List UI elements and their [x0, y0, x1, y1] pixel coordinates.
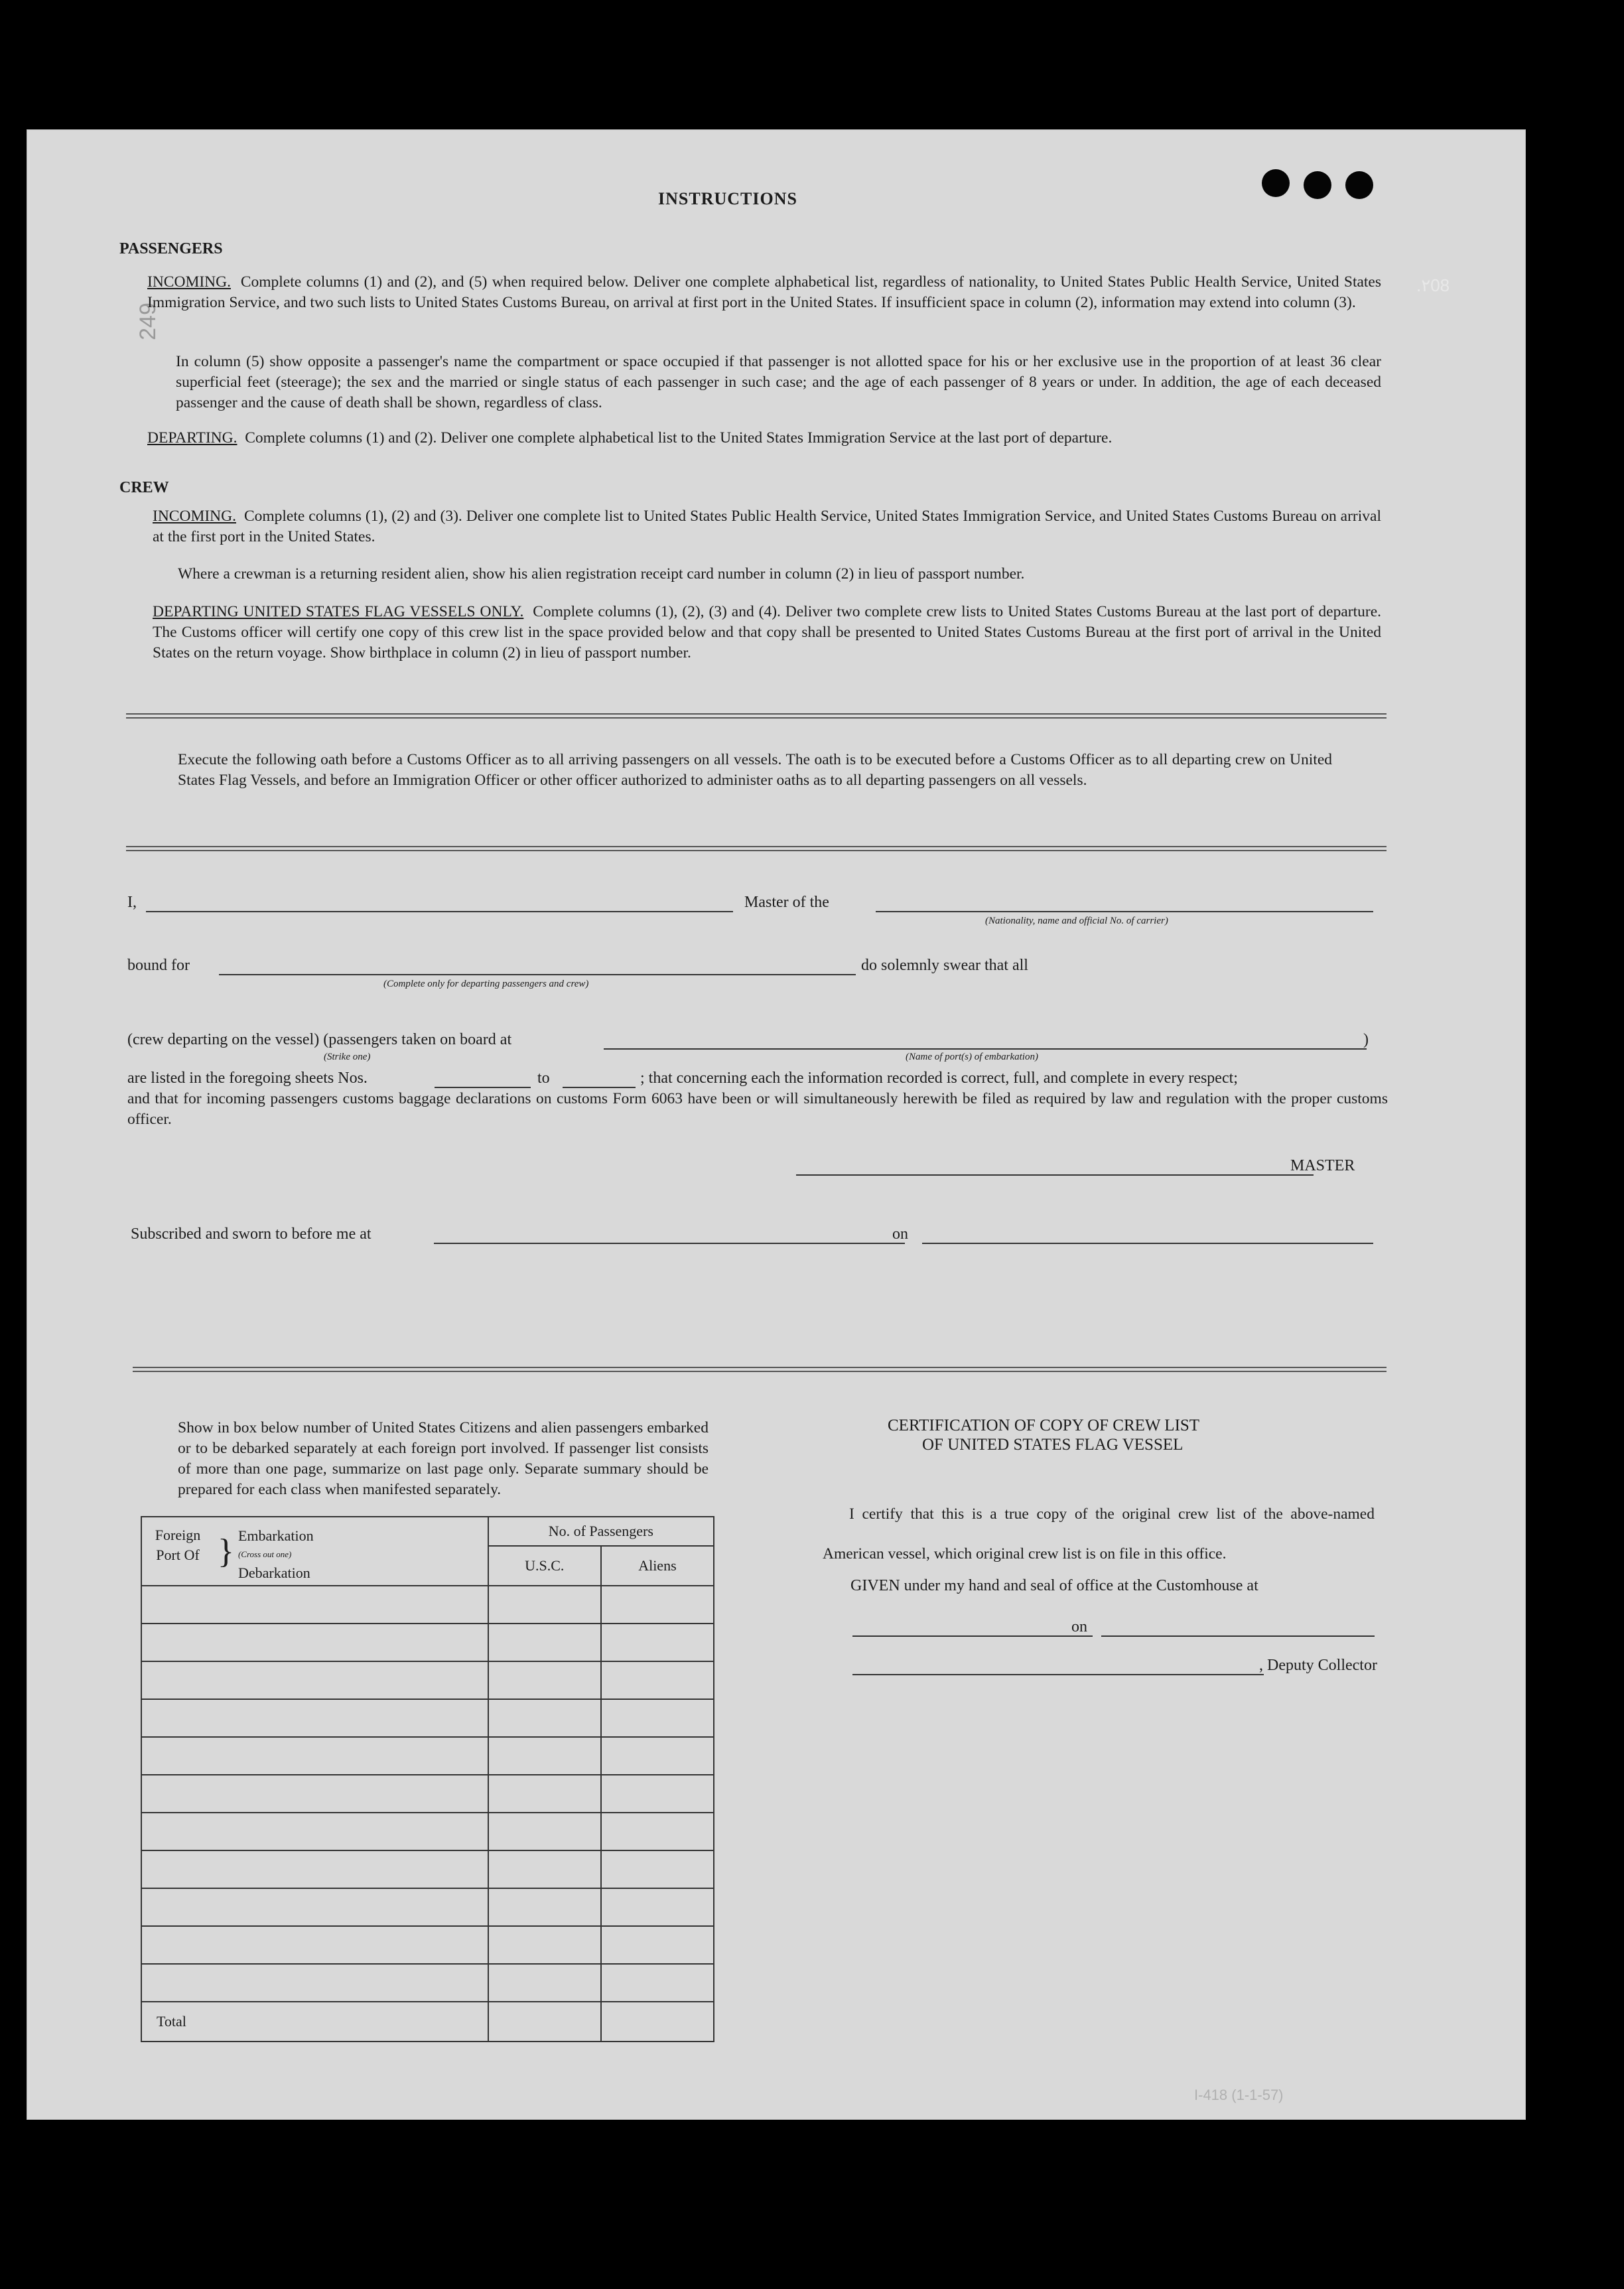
usc-cell[interactable]: [488, 1850, 601, 1888]
sworn-on-label: on: [892, 1225, 908, 1243]
embarkation-label: Embarkation: [237, 1527, 314, 1544]
section-divider: [133, 1367, 1387, 1372]
aliens-cell[interactable]: [601, 1661, 714, 1699]
cert-date-field[interactable]: [1101, 1635, 1375, 1637]
label-departing: DEPARTING.: [147, 429, 237, 447]
swear-text: do solemnly swear that all: [861, 957, 1028, 974]
port-cell[interactable]: [141, 1737, 488, 1775]
carrier-field[interactable]: [876, 911, 1373, 912]
no-passengers-header: No. of Passengers: [488, 1517, 714, 1546]
total-usc-cell[interactable]: [488, 2002, 601, 2042]
cross-out-hint: (Cross out one): [237, 1549, 292, 1559]
bound-for-label: bound for: [127, 957, 190, 974]
usc-cell[interactable]: [488, 1964, 601, 2002]
master-of-label: Master of the: [744, 894, 829, 911]
port-cell[interactable]: [141, 1661, 488, 1699]
deputy-signature-field[interactable]: [852, 1674, 1264, 1675]
port-cell[interactable]: [141, 1624, 488, 1661]
customhouse-field[interactable]: [852, 1635, 1093, 1637]
port-cell[interactable]: [141, 1850, 488, 1888]
foreign-port-label: Foreign Port Of: [155, 1527, 201, 1563]
master-label: MASTER: [1290, 1157, 1355, 1174]
punch-hole: [1304, 171, 1331, 199]
summary-instructions: Show in box below number of United States Citizens and alien passengers embarked or to be debarked separately at each foreign port involved. If passenger list consists of more than one page, summarize on last page only. Separate summary should be prepared for each class when manifested separately.: [178, 1419, 709, 1498]
master-signature-field[interactable]: [796, 1174, 1314, 1176]
crew-incoming: [153, 506, 1381, 547]
label-incoming: INCOMING.: [147, 273, 231, 291]
section-heading-passengers: PASSENGERS: [119, 240, 223, 257]
listed-text: ; that concerning each the information recorded is correct, full, and complete in every respect;: [640, 1070, 1238, 1087]
bleed-text: .۲08: [1416, 275, 1450, 295]
port-cell[interactable]: [141, 1699, 488, 1737]
summary-col-port: Foreign Port Of } Embarkation (Cross out one) Debarkation: [141, 1517, 488, 1586]
section-divider: [126, 846, 1387, 851]
listed-label: are listed in the foregoing sheets Nos.: [127, 1070, 368, 1087]
crew-incoming-text: Complete columns (1), (2) and (3). Deliver one complete list to United States Public Health Service, United States Immigration Service, and United States Customs Bureau on arrival at the first port in the United States.: [153, 508, 1381, 545]
certification-title-1: CERTIFICATION OF COPY OF CREW LIST: [888, 1417, 1200, 1434]
total-label: Total: [141, 2002, 488, 2042]
usc-cell[interactable]: [488, 1699, 601, 1737]
usc-header: U.S.C.: [488, 1546, 601, 1586]
port-embarkation-field[interactable]: [604, 1048, 1367, 1050]
port-cell[interactable]: [141, 1888, 488, 1926]
usc-cell[interactable]: [488, 1586, 601, 1624]
bound-for-hint: (Complete only for departing passengers and crew): [383, 979, 589, 989]
close-paren: ): [1363, 1031, 1369, 1048]
master-name-field[interactable]: [146, 911, 733, 912]
sheet-to-field[interactable]: [563, 1087, 636, 1088]
aliens-cell[interactable]: [601, 1964, 714, 2002]
passengers-incoming-col5: In column (5) show opposite a passenger's name the compartment or space occupied if that passenger is not allotted space for his or her exclusive use in the proportion of at least 36 clear superficial feet (steerage); the sex and the married or single status of each passenger in such case; and the age of each passenger of 8 years or under. In addition, the age of each deceased passenger and the cause of death shall be shown, regardless of class.: [176, 353, 1381, 411]
subscribed-label: Subscribed and sworn to before me at: [131, 1225, 372, 1243]
port-cell[interactable]: [141, 1964, 488, 2002]
passengers-departing-text: Complete columns (1) and (2). Deliver one complete alphabetical list to the United States Immigration Service at the last port of departure.: [245, 429, 1113, 447]
cert-on-label: on: [1071, 1618, 1087, 1635]
oath-i-label: I,: [127, 894, 137, 911]
port-cell[interactable]: [141, 1775, 488, 1813]
usc-cell[interactable]: [488, 1661, 601, 1699]
aliens-cell[interactable]: [601, 1813, 714, 1850]
usc-cell[interactable]: [488, 1926, 601, 1964]
passengers-departing: [147, 428, 1381, 449]
listed-text-cont: and that for incoming passengers customs baggage declarations on customs Form 6063 have been or will simultaneously herewith be filed as required by law and regulation with the proper customs officer.: [127, 1090, 1388, 1128]
usc-cell[interactable]: [488, 1888, 601, 1926]
total-aliens-cell[interactable]: [601, 2002, 714, 2042]
port-hint: (Name of port(s) of embarkation): [906, 1052, 1038, 1062]
passengers-incoming: [147, 272, 1381, 313]
carrier-hint: (Nationality, name and official No. of carrier): [985, 916, 1168, 926]
crew-departing-label: (crew departing on the vessel) (passengers taken on board at: [127, 1031, 512, 1048]
port-cell[interactable]: [141, 1586, 488, 1624]
punch-hole: [1345, 171, 1373, 199]
crew-departing: [153, 602, 1381, 663]
aliens-cell[interactable]: [601, 1888, 714, 1926]
aliens-cell[interactable]: [601, 1775, 714, 1813]
label-crew-departing: DEPARTING UNITED STATES FLAG VESSELS ONLY.: [153, 603, 524, 620]
given-text: GIVEN under my hand and seal of office at the Customhouse at: [850, 1577, 1258, 1594]
bleed-text: I-418 (1-1-57): [1194, 2087, 1284, 2103]
aliens-cell[interactable]: [601, 1586, 714, 1624]
label-crew-incoming: INCOMING.: [153, 508, 236, 525]
usc-cell[interactable]: [488, 1813, 601, 1850]
section-heading-crew: CREW: [119, 479, 169, 496]
sheet-from-field[interactable]: [435, 1087, 531, 1088]
aliens-header: Aliens: [601, 1546, 714, 1586]
aliens-cell[interactable]: [601, 1737, 714, 1775]
passengers-incoming-text: Complete columns (1) and (2), and (5) when required below. Deliver one complete alphabetical list, regardless of nationality, to United States Public Health Service, United States Immigration Service, and two such lists to United States Customs Bureau, on arrival at first port in the United States. If insufficient space in column (2), information may extend into column (3).: [147, 273, 1382, 311]
section-divider: [126, 713, 1387, 719]
bleed-text: 249: [135, 303, 161, 340]
summary-table: [141, 1516, 714, 2042]
port-cell[interactable]: [141, 1926, 488, 1964]
bound-for-field[interactable]: [219, 974, 856, 975]
strike-hint: (Strike one): [324, 1052, 371, 1062]
sworn-on-field[interactable]: [922, 1243, 1373, 1244]
oath-intro: Execute the following oath before a Customs Officer as to all arriving passengers on all vessels. The oath is to be executed before a Customs Officer as to all departing crew on United States Flag Vessels, and before an Immigration Officer or other officer authorized to administer oaths as to all departing passengers on all vessels.: [178, 751, 1332, 789]
crew-returning-alien: Where a crewman is a returning resident alien, show his alien registration receipt card number in column (2) in lieu of passport number.: [178, 565, 1025, 583]
aliens-cell[interactable]: [601, 1926, 714, 1964]
certification-text: I certify that this is a true copy of the original crew list of the above-named American vessel, which original crew list is on file in this office.: [823, 1505, 1375, 1562]
port-cell[interactable]: [141, 1813, 488, 1850]
aliens-cell[interactable]: [601, 1850, 714, 1888]
sworn-at-field[interactable]: [434, 1243, 905, 1244]
usc-cell[interactable]: [488, 1775, 601, 1813]
usc-cell[interactable]: [488, 1624, 601, 1661]
aliens-cell[interactable]: [601, 1699, 714, 1737]
certification-title-2: OF UNITED STATES FLAG VESSEL: [922, 1436, 1184, 1454]
aliens-cell[interactable]: [601, 1624, 714, 1661]
punch-hole: [1262, 169, 1290, 197]
listed-to-label: to: [537, 1070, 550, 1087]
usc-cell[interactable]: [488, 1737, 601, 1775]
debarkation-label: Debarkation: [237, 1564, 310, 1581]
document-page: [27, 129, 1526, 2120]
page-title: INSTRUCTIONS: [658, 189, 797, 208]
crew-departing-text: Complete columns (1), (2), (3) and (4). Deliver two complete crew lists to United States Customs Bureau at the last port of departure. The Customs officer will certify one copy of this crew list in the space provided below and that copy shall be presented to United States Customs Bureau at the first port of arrival in the United States on the return voyage. Show birthplace in column (2) in lieu of passport number.: [153, 603, 1381, 661]
deputy-collector-label: , Deputy Collector: [1259, 1657, 1377, 1674]
